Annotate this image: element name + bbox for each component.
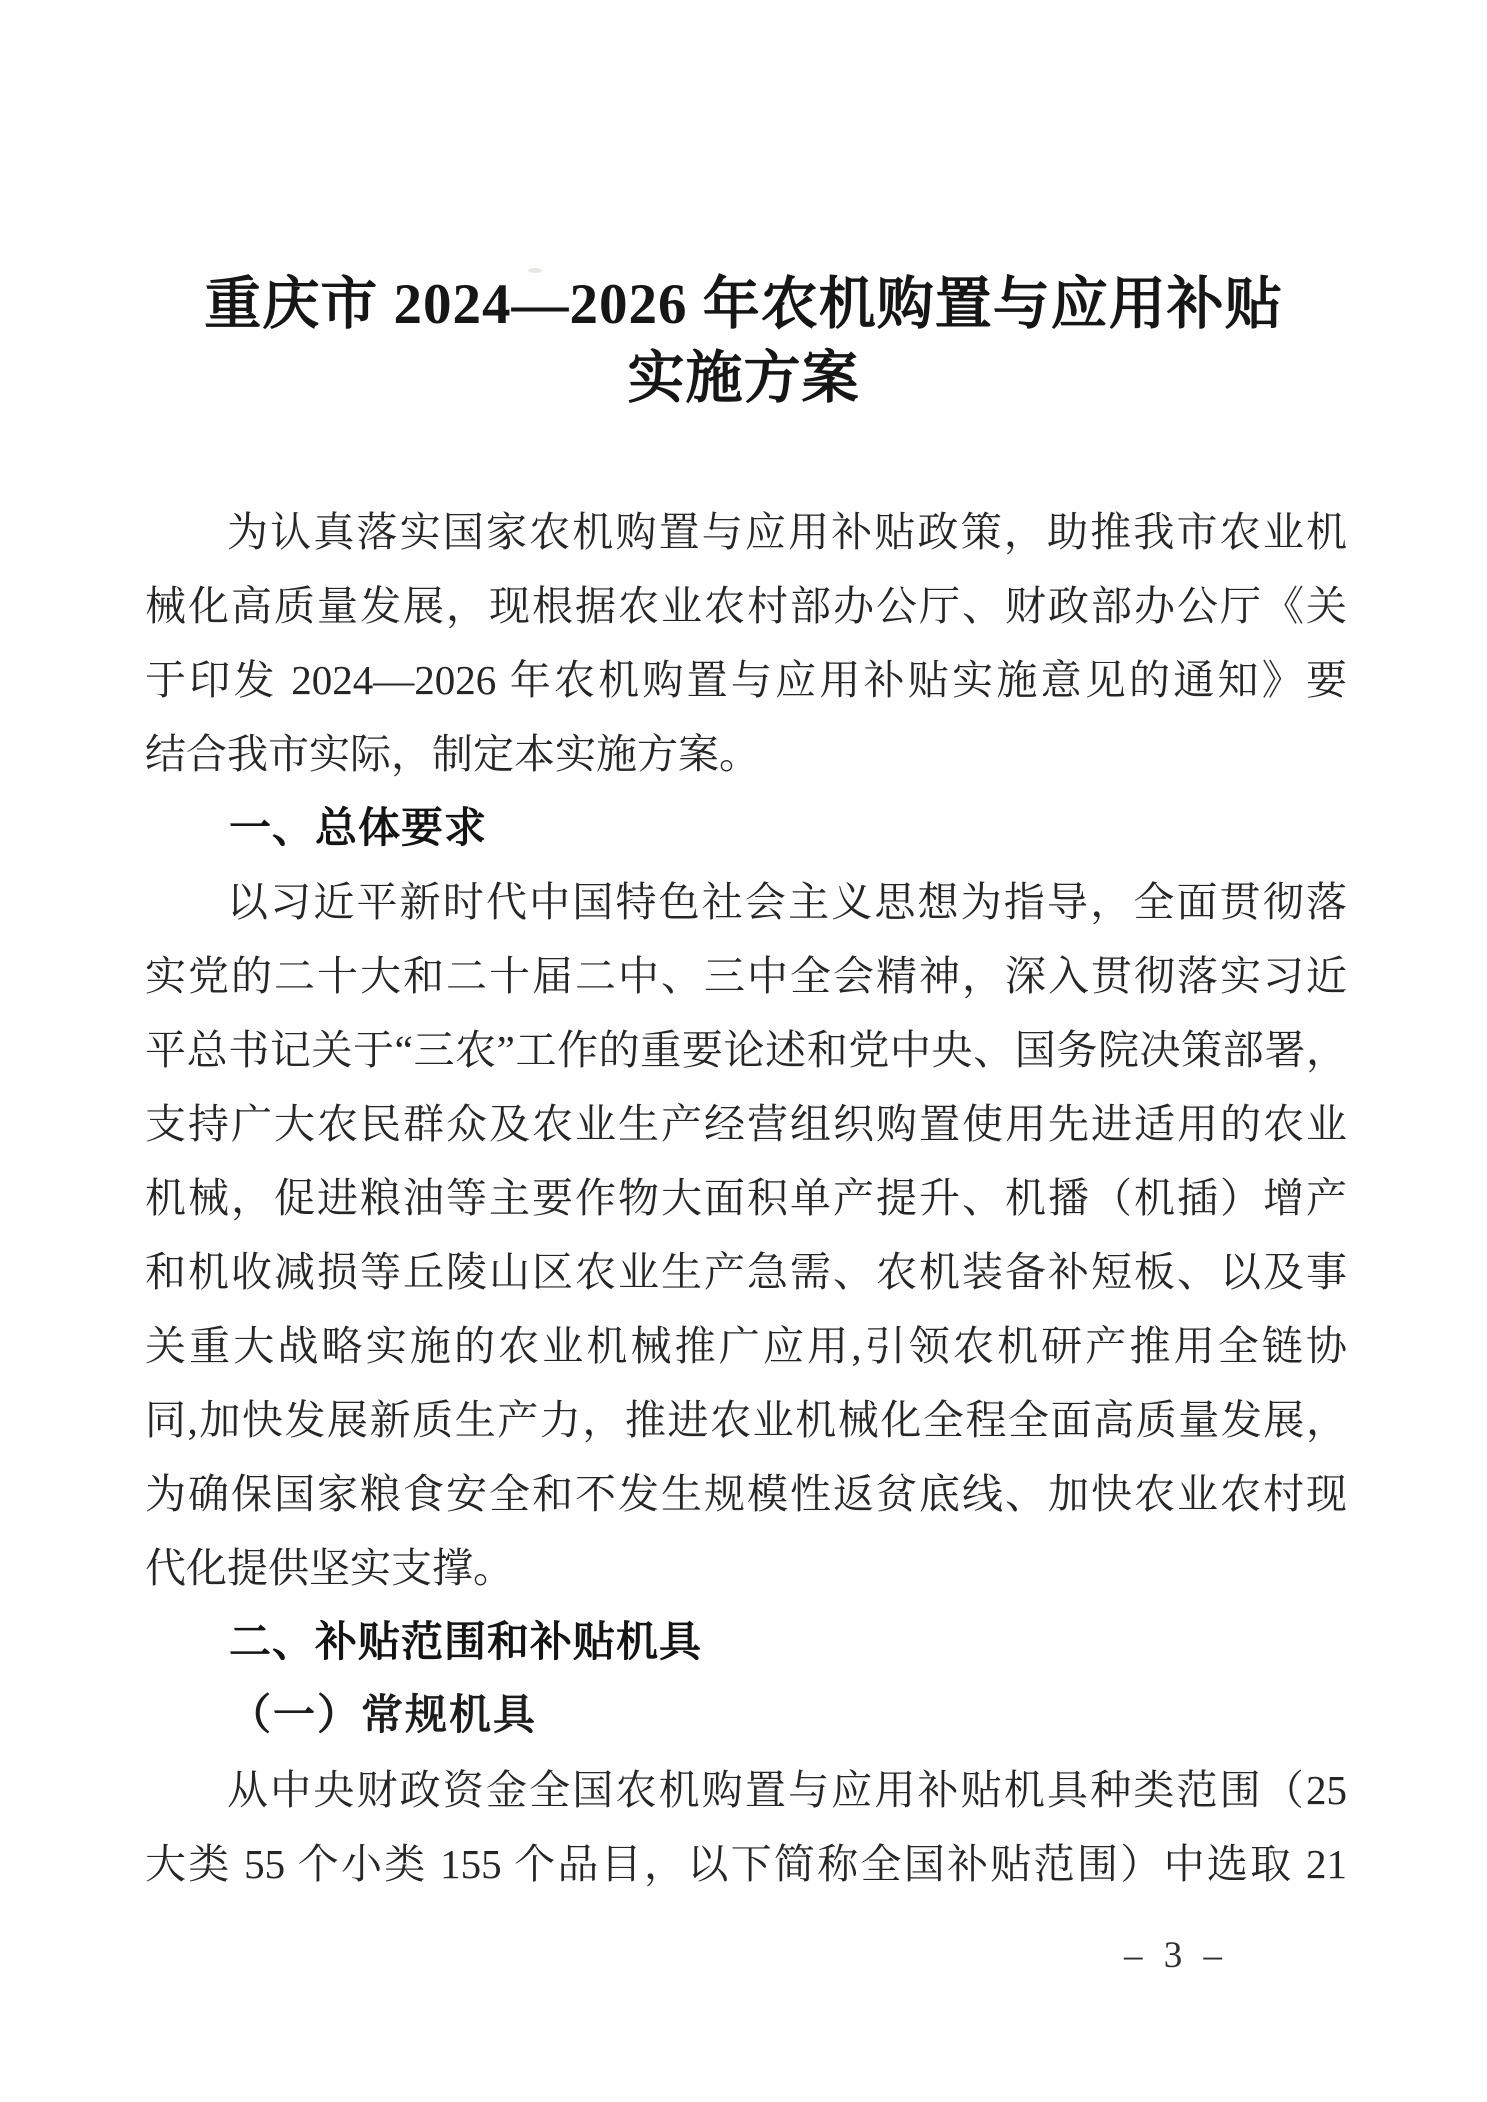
text-line: 机械，促进粮油等主要作物大面积单产提升、机播（机插）增产 — [145, 1175, 1347, 1221]
text-line: 平总书记关于“三农”工作的重要论述和党中央、国务院决策部署， — [145, 1027, 1347, 1073]
text-line: 从中央财政资金全国农机购置与应用补贴机具种类范围（25 — [227, 1767, 1347, 1813]
text-line: 以习近平新时代中国特色社会主义思想为指导，全面贯彻落 — [227, 879, 1347, 925]
document-body — [145, 495, 1347, 1901]
page-number: – 3 – — [1124, 1935, 1228, 1976]
text-line: 和机收减损等丘陵山区农业生产急需、农机装备补短板、以及事 — [145, 1249, 1347, 1295]
section-2-subheading-1: （一）常规机具 — [229, 1693, 538, 1739]
text-line: 为认真落实国家农机购置与应用补贴政策，助推我市农业机 — [227, 509, 1347, 555]
section-1-heading: 一、总体要求 — [229, 804, 488, 851]
text-line: 于印发 2024—2026 年农机购置与应用补贴实施意见的通知》要 — [145, 657, 1347, 703]
text-line: 械化高质量发展，现根据农业农村部办公厅、财政部办公厅《关 — [145, 583, 1347, 629]
text-line: 实党的二十大和二十届二中、三中全会精神，深入贯彻落实习近 — [145, 953, 1347, 999]
document-title-line-1: 重庆市 2024—2026 年农机购置与应用补贴 — [204, 273, 1283, 336]
document-title-line-2: 实施方案 — [627, 347, 860, 410]
text-line: 代化提供坚实支撑。 — [145, 1545, 514, 1591]
text-line: 结合我市实际，制定本实施方案。 — [145, 731, 760, 777]
text-line: 支持广大农民群众及农业生产经营组织购置使用先进适用的农业 — [145, 1101, 1347, 1147]
text-line: 关重大战略实施的农业机械推广应用,引领农机研产推用全链协 — [145, 1323, 1347, 1369]
text-line: 大类 55 个小类 155 个品目，以下简称全国补贴范围）中选取 21 — [145, 1841, 1347, 1887]
section-2-paragraph — [145, 1753, 1347, 1901]
text-line: 为确保国家粮食安全和不发生规模性返贫底线、加快农业农村现 — [145, 1471, 1347, 1517]
section-1-paragraph — [145, 865, 1347, 1605]
intro-paragraph — [145, 495, 1347, 791]
section-2-heading: 二、补贴范围和补贴机具 — [229, 1618, 703, 1665]
document-title — [0, 268, 1487, 416]
text-line: 同,加快发展新质生产力，推进农业机械化全程全面高质量发展， — [145, 1397, 1347, 1443]
